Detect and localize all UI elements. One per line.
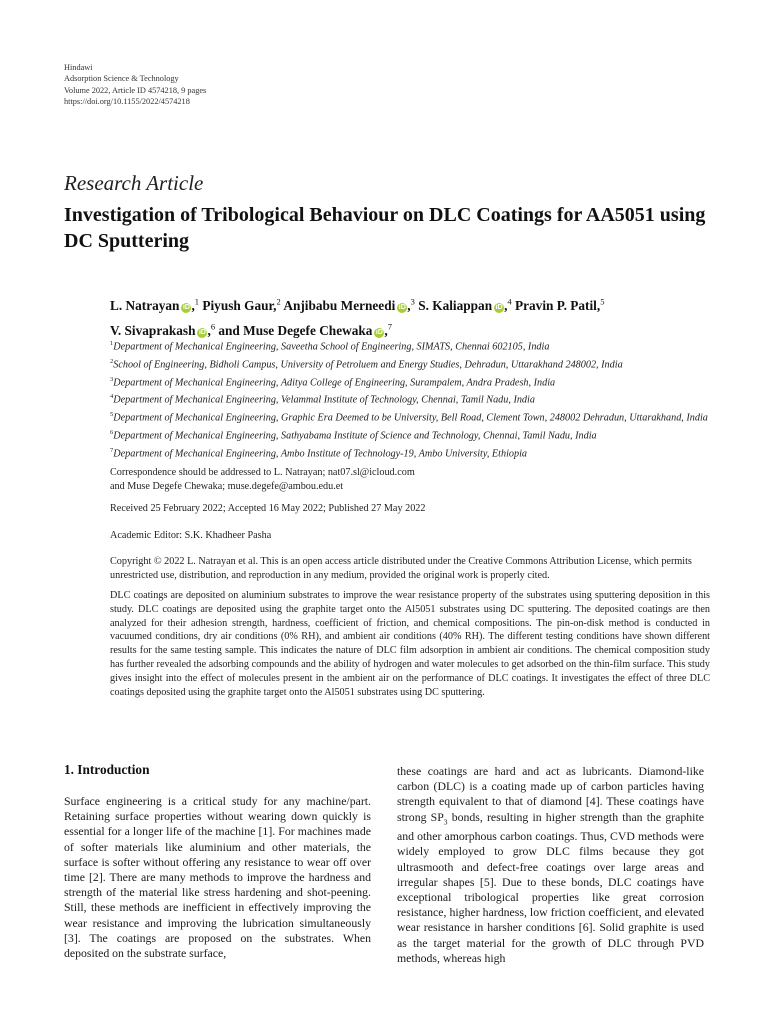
author-name: V. Sivaprakash <box>110 322 196 338</box>
journal-header <box>64 62 206 108</box>
author-affiliation-number: 5 <box>600 297 605 307</box>
affiliation-item <box>110 337 710 355</box>
correspondence-line-2: and Muse Degefe Chewaka; muse.degefe@ambou.edu.et <box>110 481 344 493</box>
academic-editor: Academic Editor: S.K. Khadheer Pasha <box>110 530 272 541</box>
author-name: Pravin P. Patil, <box>515 298 601 314</box>
volume-info: Volume 2022, Article ID 4574218, 9 pages <box>64 85 207 95</box>
intro-column-left: Surface engineering is a critical study for any machine/part. Retaining surface properties without wearing down quickly is essential for a longer life of the machine [1]. For machines made of softer materials like aluminium and other materials, the surface is softer without offering any resistance to wear off over time [2]. There are many methods to improve the hardness and strength of the material like stress hardening and shot-peening. Still, these methods are inefficient in effectively improving the wear resistance and improving the lubrication simultaneously [3]. The coatings are proposed on the substrates. When deposited on the substrate surface, <box>64 794 371 961</box>
affiliation-text: School of Engineering, Bidholi Campus, University of Petroluem and Energy Studies, Dehradun, Uttarakhand 248002, India <box>113 359 623 371</box>
journal-name: Adsorption Science & Technology <box>64 74 179 84</box>
affiliation-text: Department of Mechanical Engineering, Sathyabama Institute of Science and Technology, Chennai, Tamil Nadu, India <box>113 430 597 442</box>
affiliation-item <box>110 444 710 462</box>
doi-link[interactable]: https://doi.org/10.1155/2022/4574218 <box>64 97 190 107</box>
affiliation-text: Department of Mechanical Engineering, Ambo Institute of Technology-19, Ambo University, Ethiopia <box>113 448 528 460</box>
author-affiliation-number: 1 <box>194 297 200 307</box>
author-name: and Muse Degefe Chewaka <box>218 322 373 338</box>
author-5 <box>515 298 604 313</box>
affiliation-text: Department of Mechanical Engineering, Graphic Era Deemed to be University, Bell Road, Clement Town, 248002 Dehradun, Uttarakhand, India <box>113 412 708 424</box>
publisher-name: Hindawi <box>64 63 93 72</box>
author-7: and Muse Degefe Chewaka iD ,$^7$ <box>218 321 392 338</box>
author-2 <box>202 298 280 313</box>
author-3: Anjibabu Merneedi iD ,$^3$ <box>283 297 415 314</box>
orcid-icon[interactable]: iD <box>375 328 383 336</box>
intro-right-subscript: 3 <box>443 816 448 826</box>
author-affiliation-number: 2 <box>276 297 281 307</box>
affiliation-list <box>110 337 710 462</box>
author-affiliation-number: 3 <box>410 297 415 307</box>
orcid-icon[interactable]: iD <box>198 328 206 336</box>
affiliation-item <box>110 373 710 391</box>
affiliation-number: 2 <box>110 357 114 365</box>
author-affiliation-number: 4 <box>507 297 512 307</box>
intro-column-right <box>397 764 704 966</box>
author-affiliation-number: 7 <box>387 321 392 332</box>
affiliation-number: 6 <box>110 428 114 436</box>
orcid-icon[interactable]: iD <box>495 304 503 312</box>
author-4: S. Kaliappan iD ,$^4$ <box>418 297 512 314</box>
received-dates: Received 25 February 2022; Accepted 16 May 2022; Published 27 May 2022 <box>110 503 426 514</box>
abstract: DLC coatings are deposited on aluminium substrates to improve the wear resistance property of the substrates using sputtering deposition in this study. DLC coatings are deposited using the graphite target onto the Al5051 substrates using DC sputtering. The deposited coatings are then analyzed for their adhesion strength, hardness, coefficient of friction, and chemical compositions. The pin-on-disk method is conducted in vacuumed conditions, dry air conditions (0% RH), and ambient air conditions (40% RH). The different testing conditions have shown different results for the same testing sample. This indicates the nature of DLC film adsorption in ambient air conditions. The chemical composition study has further revealed the adsorbing compounds and the ability of hydrogen and water molecules to get adsorbed on the thin-film surface. This study gives insight into the effect of molecules present in the ambient air on the performance of DLC coatings. It investigates the effect of three DLC coatings deposited using the graphite target onto the Al5051 substrates using DC sputtering. <box>110 590 710 698</box>
affiliation-number: 1 <box>110 340 114 347</box>
affiliation-number: 7 <box>110 446 114 454</box>
author-affiliation-number: 6 <box>210 321 216 332</box>
article-type: Research Article <box>64 171 204 195</box>
author-list <box>110 292 710 341</box>
affiliation-text: Department of Mechanical Engineering, Velammal Institute of Technology, Chennai, Tamil Nadu, India <box>113 394 535 406</box>
author-1: L. Natrayan iD ,$^1$ <box>110 297 200 314</box>
author-name: S. Kaliappan <box>418 298 493 314</box>
intro-right-text-2: bonds, resulting in higher strength than the graphite and other amorphous carbon coatings. Thus, CVD methods were widely employed to grow DLC films because they got ultrasmooth and defect-free coatings over large areas and irregular shapes [5]. Due to these bonds, DLC coatings have exceptional tribological properties like great corrosion resistance, higher hardness, low friction coefficient, and elevated wear resistance in harsher conditions [6]. Solid graphite is used as the target material for the growth of DLC through PVD methods, whereas high <box>397 809 704 965</box>
affiliation-item <box>110 408 710 426</box>
affiliation-number: 4 <box>110 393 114 401</box>
intro-right-text-1: these coatings are hard and act as lubricants. Diamond-like carbon (DLC) is a coating made up of carbon particles having strength equivalent to that of diamond [4]. These coatings have strong SP <box>397 764 704 824</box>
orcid-icon[interactable]: iD <box>398 304 406 312</box>
paper-title: Investigation of Tribological Behaviour on DLC Coatings for AA5051 using DC Sputtering <box>64 204 706 252</box>
correspondence-line-1: Correspondence should be addressed to L. Natrayan; nat07.sl@icloud.com <box>110 467 415 478</box>
affiliation-item <box>110 390 710 408</box>
section-heading-introduction: 1. Introduction <box>64 762 150 777</box>
affiliation-item <box>110 355 710 373</box>
author-name: Anjibabu Merneedi <box>283 298 396 314</box>
copyright-notice: Copyright © 2022 L. Natrayan et al. This is an open access article distributed under the Creative Commons Attribution License, which permits unrestricted use, distribution, and reproduction in any medium, provided the original work is properly cited. <box>110 556 692 582</box>
correspondence <box>110 466 710 495</box>
affiliation-text: Department of Mechanical Engineering, Saveetha School of Engineering, SIMATS, Chennai 602105, India <box>113 341 550 353</box>
author-6: V. Sivaprakash iD ,$^6$ <box>110 321 216 338</box>
author-name: Piyush Gaur, <box>202 298 277 314</box>
orcid-icon[interactable]: iD <box>182 304 190 312</box>
author-name: L. Natrayan <box>110 298 180 314</box>
affiliation-text: Department of Mechanical Engineering, Aditya College of Engineering, Surampalem, Andra Pradesh, India <box>113 376 556 388</box>
affiliation-number: 5 <box>110 411 114 419</box>
affiliation-number: 3 <box>110 375 114 383</box>
affiliation-item <box>110 426 710 444</box>
